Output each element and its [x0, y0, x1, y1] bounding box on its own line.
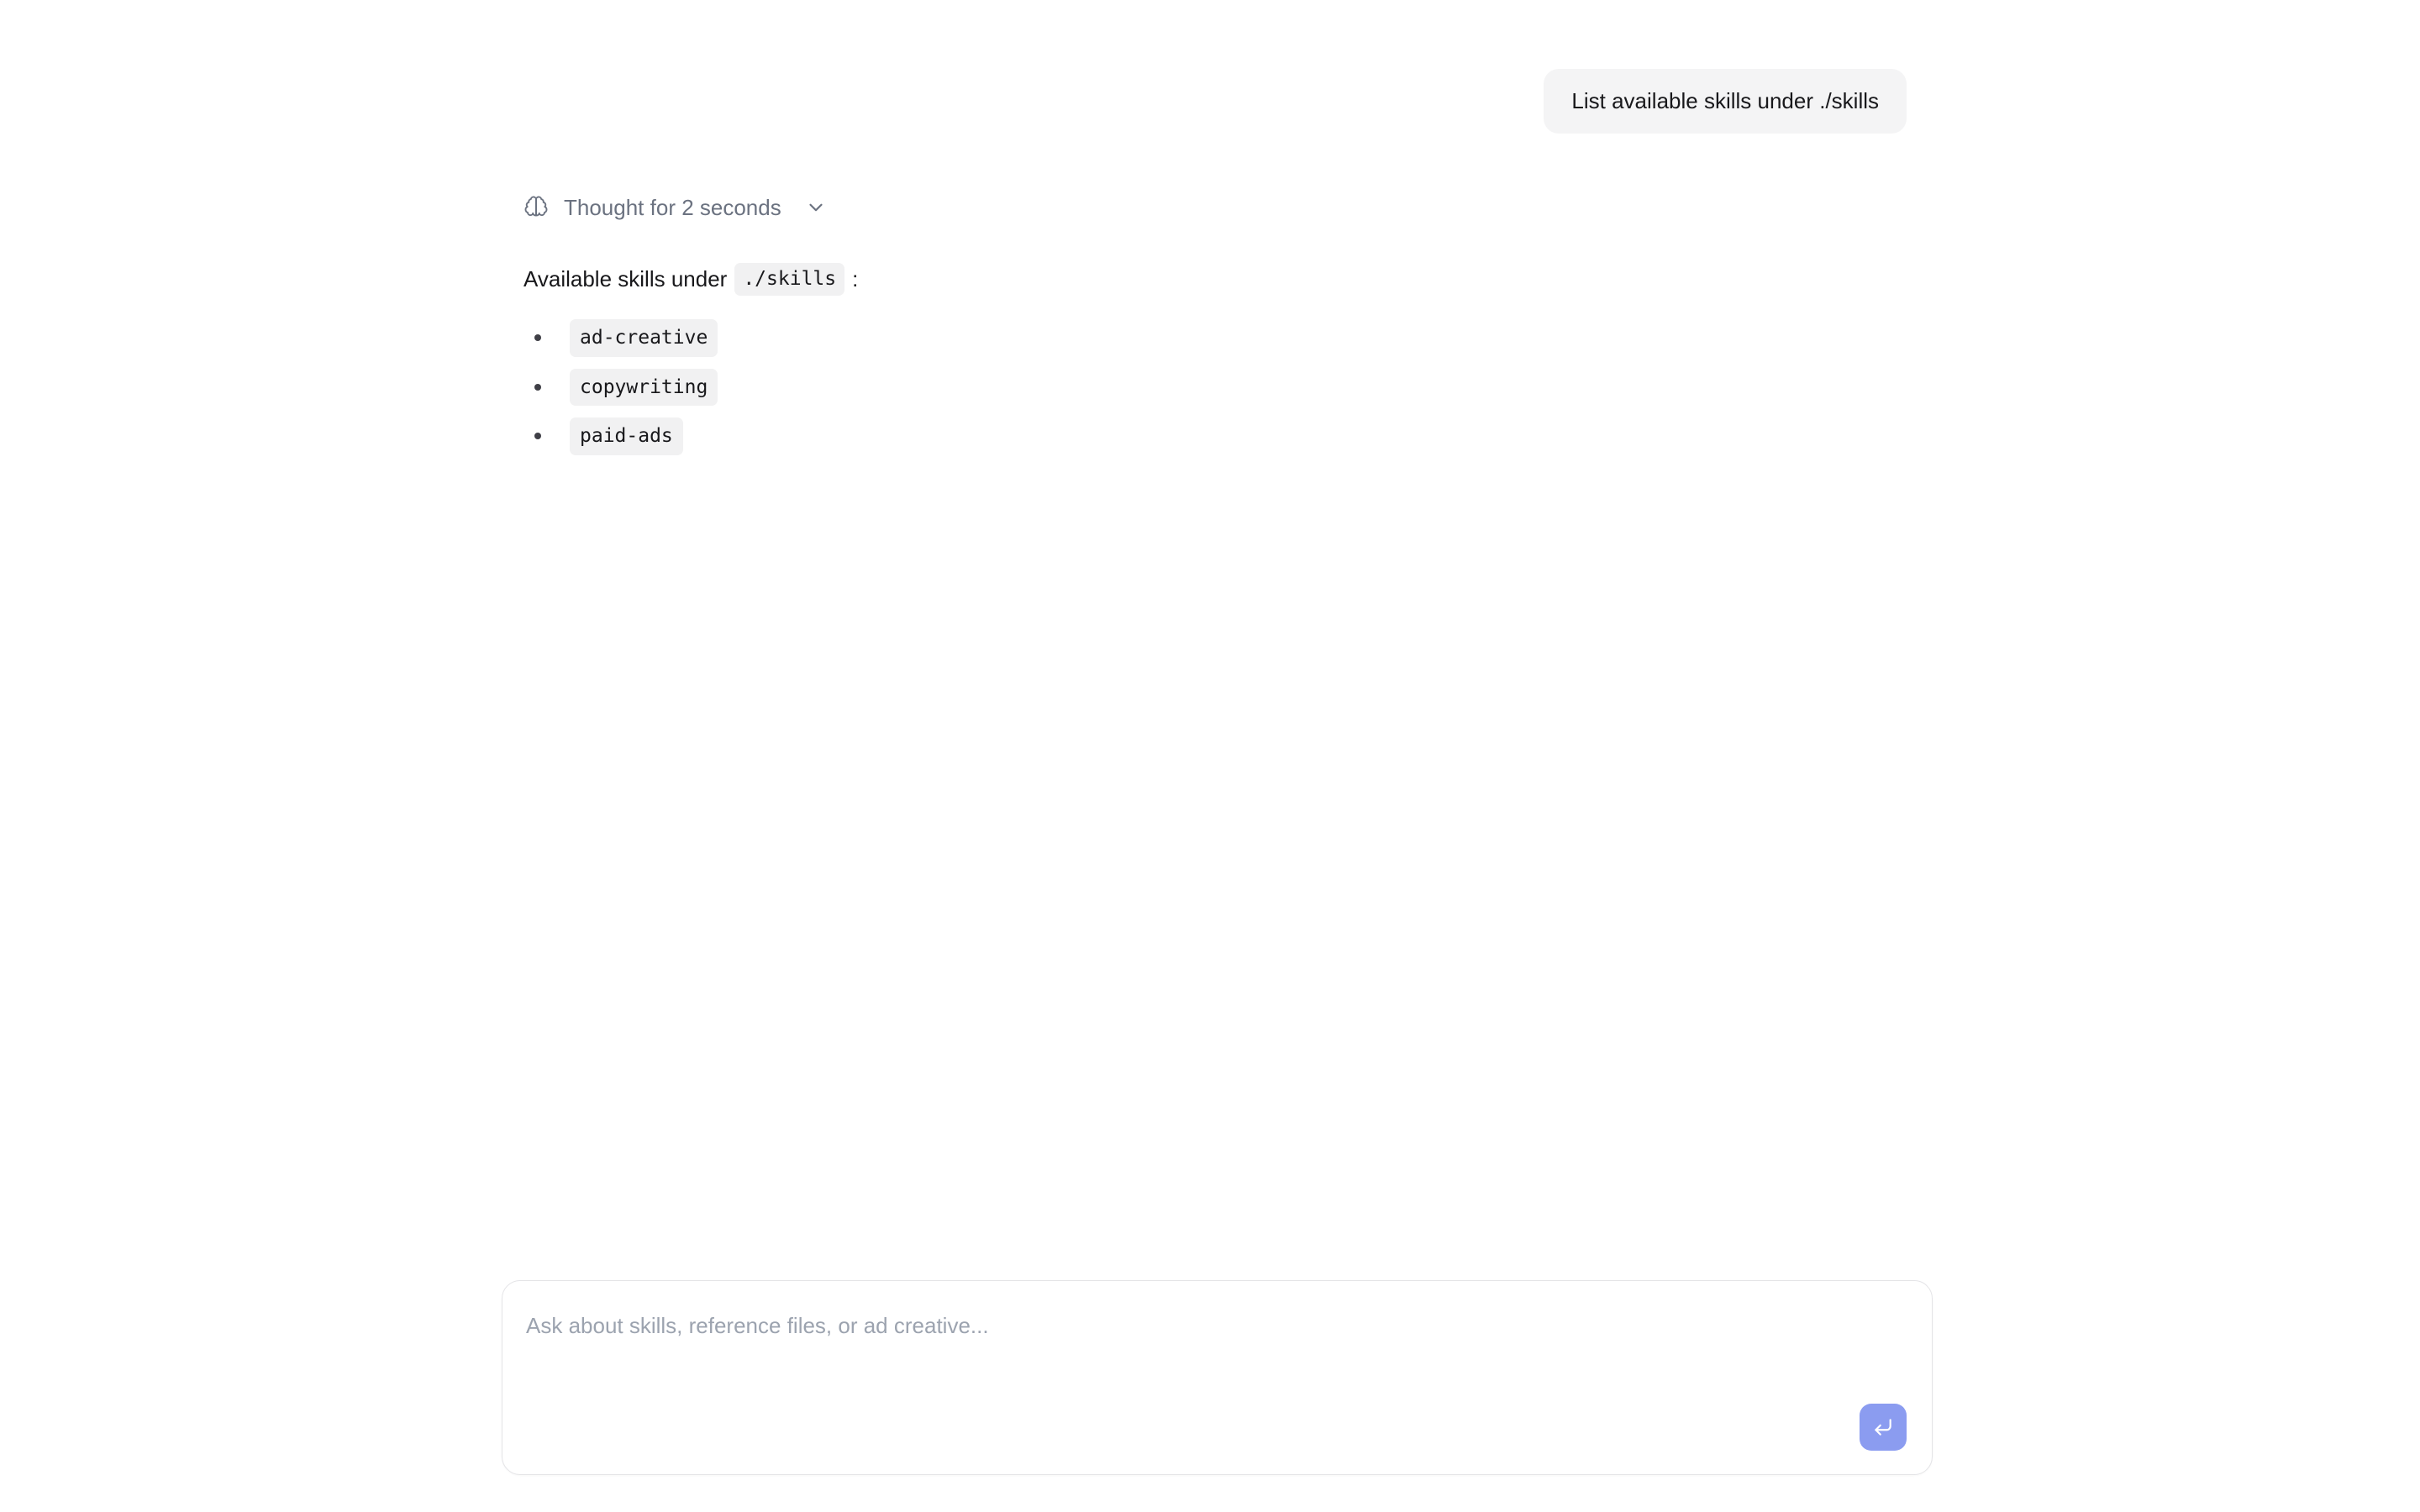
composer[interactable]: [502, 1280, 1933, 1475]
chevron-down-icon[interactable]: [805, 197, 827, 218]
skill-list: [523, 319, 1784, 455]
assistant-message: [523, 189, 1784, 467]
chat-input[interactable]: [526, 1313, 1831, 1339]
bullet-icon: [534, 433, 541, 439]
enter-arrow-icon: [1872, 1416, 1894, 1438]
user-message-bubble: List available skills under ./skills: [1544, 69, 1907, 134]
bullet-icon: [534, 384, 541, 391]
thought-label: Thought for 2 seconds: [564, 194, 781, 220]
skill-chip: paid-ads: [570, 417, 683, 455]
thought-toggle[interactable]: [523, 189, 827, 226]
skill-chip: copywriting: [570, 369, 718, 407]
assistant-answer: [523, 263, 1784, 455]
composer-wrap: [502, 1280, 1933, 1475]
skills-path-code: ./skills: [734, 263, 844, 296]
skill-chip: ad-creative: [570, 319, 718, 357]
user-message-row: [0, 69, 2420, 134]
send-button[interactable]: [1860, 1404, 1907, 1451]
answer-heading: [523, 263, 1784, 296]
brain-icon: [523, 195, 549, 220]
bullet-icon: [534, 334, 541, 341]
answer-prefix-text: Available skills under: [523, 266, 728, 292]
list-item: [523, 319, 1784, 357]
answer-suffix-text: :: [852, 266, 859, 292]
list-item: [523, 369, 1784, 407]
list-item: [523, 417, 1784, 455]
